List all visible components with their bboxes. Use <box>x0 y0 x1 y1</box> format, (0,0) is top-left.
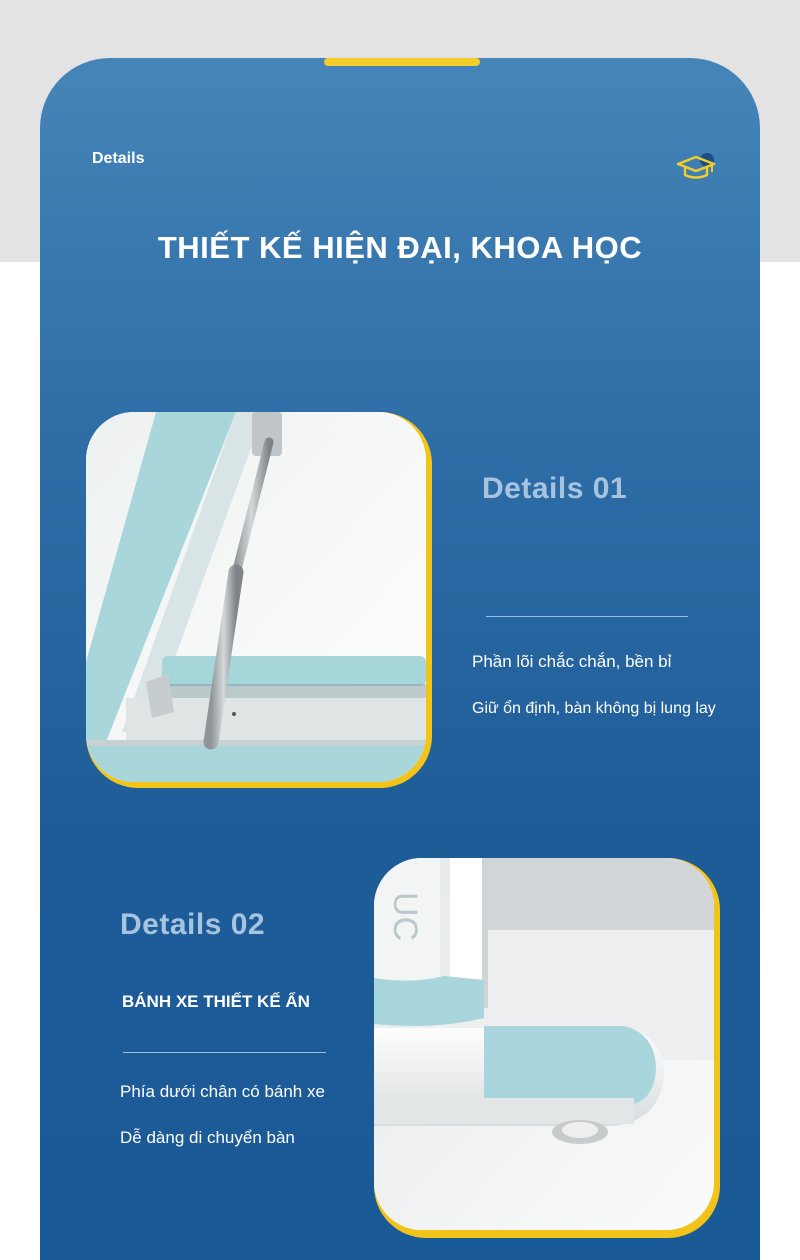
accent-bar <box>324 58 480 66</box>
section1-line-1: Phần lõi chắc chắn, bền bỉ <box>472 652 672 671</box>
section1-divider <box>486 616 688 617</box>
detail-photo-1 <box>86 412 426 782</box>
detail-photo-1-frame <box>86 412 432 788</box>
detail-photo-2-frame <box>374 858 720 1238</box>
section2-divider <box>123 1052 326 1053</box>
section1-heading: Details 01 <box>482 472 628 505</box>
section1-line-2: Giữ ổn định, bàn không bị lung lay <box>472 700 716 717</box>
header-label: Details <box>92 150 145 167</box>
section2-heading: Details 02 <box>120 908 266 941</box>
section2-line-2: Dễ dàng di chuyển bàn <box>120 1128 295 1147</box>
detail-photo-2 <box>374 858 714 1230</box>
page-title: THIẾT KẾ HIỆN ĐẠI, KHOA HỌC <box>157 230 643 265</box>
photo-leg-lettering: UC <box>386 892 424 942</box>
section2-line-1: Phía dưới chân có bánh xe <box>120 1082 325 1101</box>
section2-subtitle: BÁNH XE THIẾT KẾ ẨN <box>122 992 310 1011</box>
graduation-cap-icon <box>674 150 718 184</box>
